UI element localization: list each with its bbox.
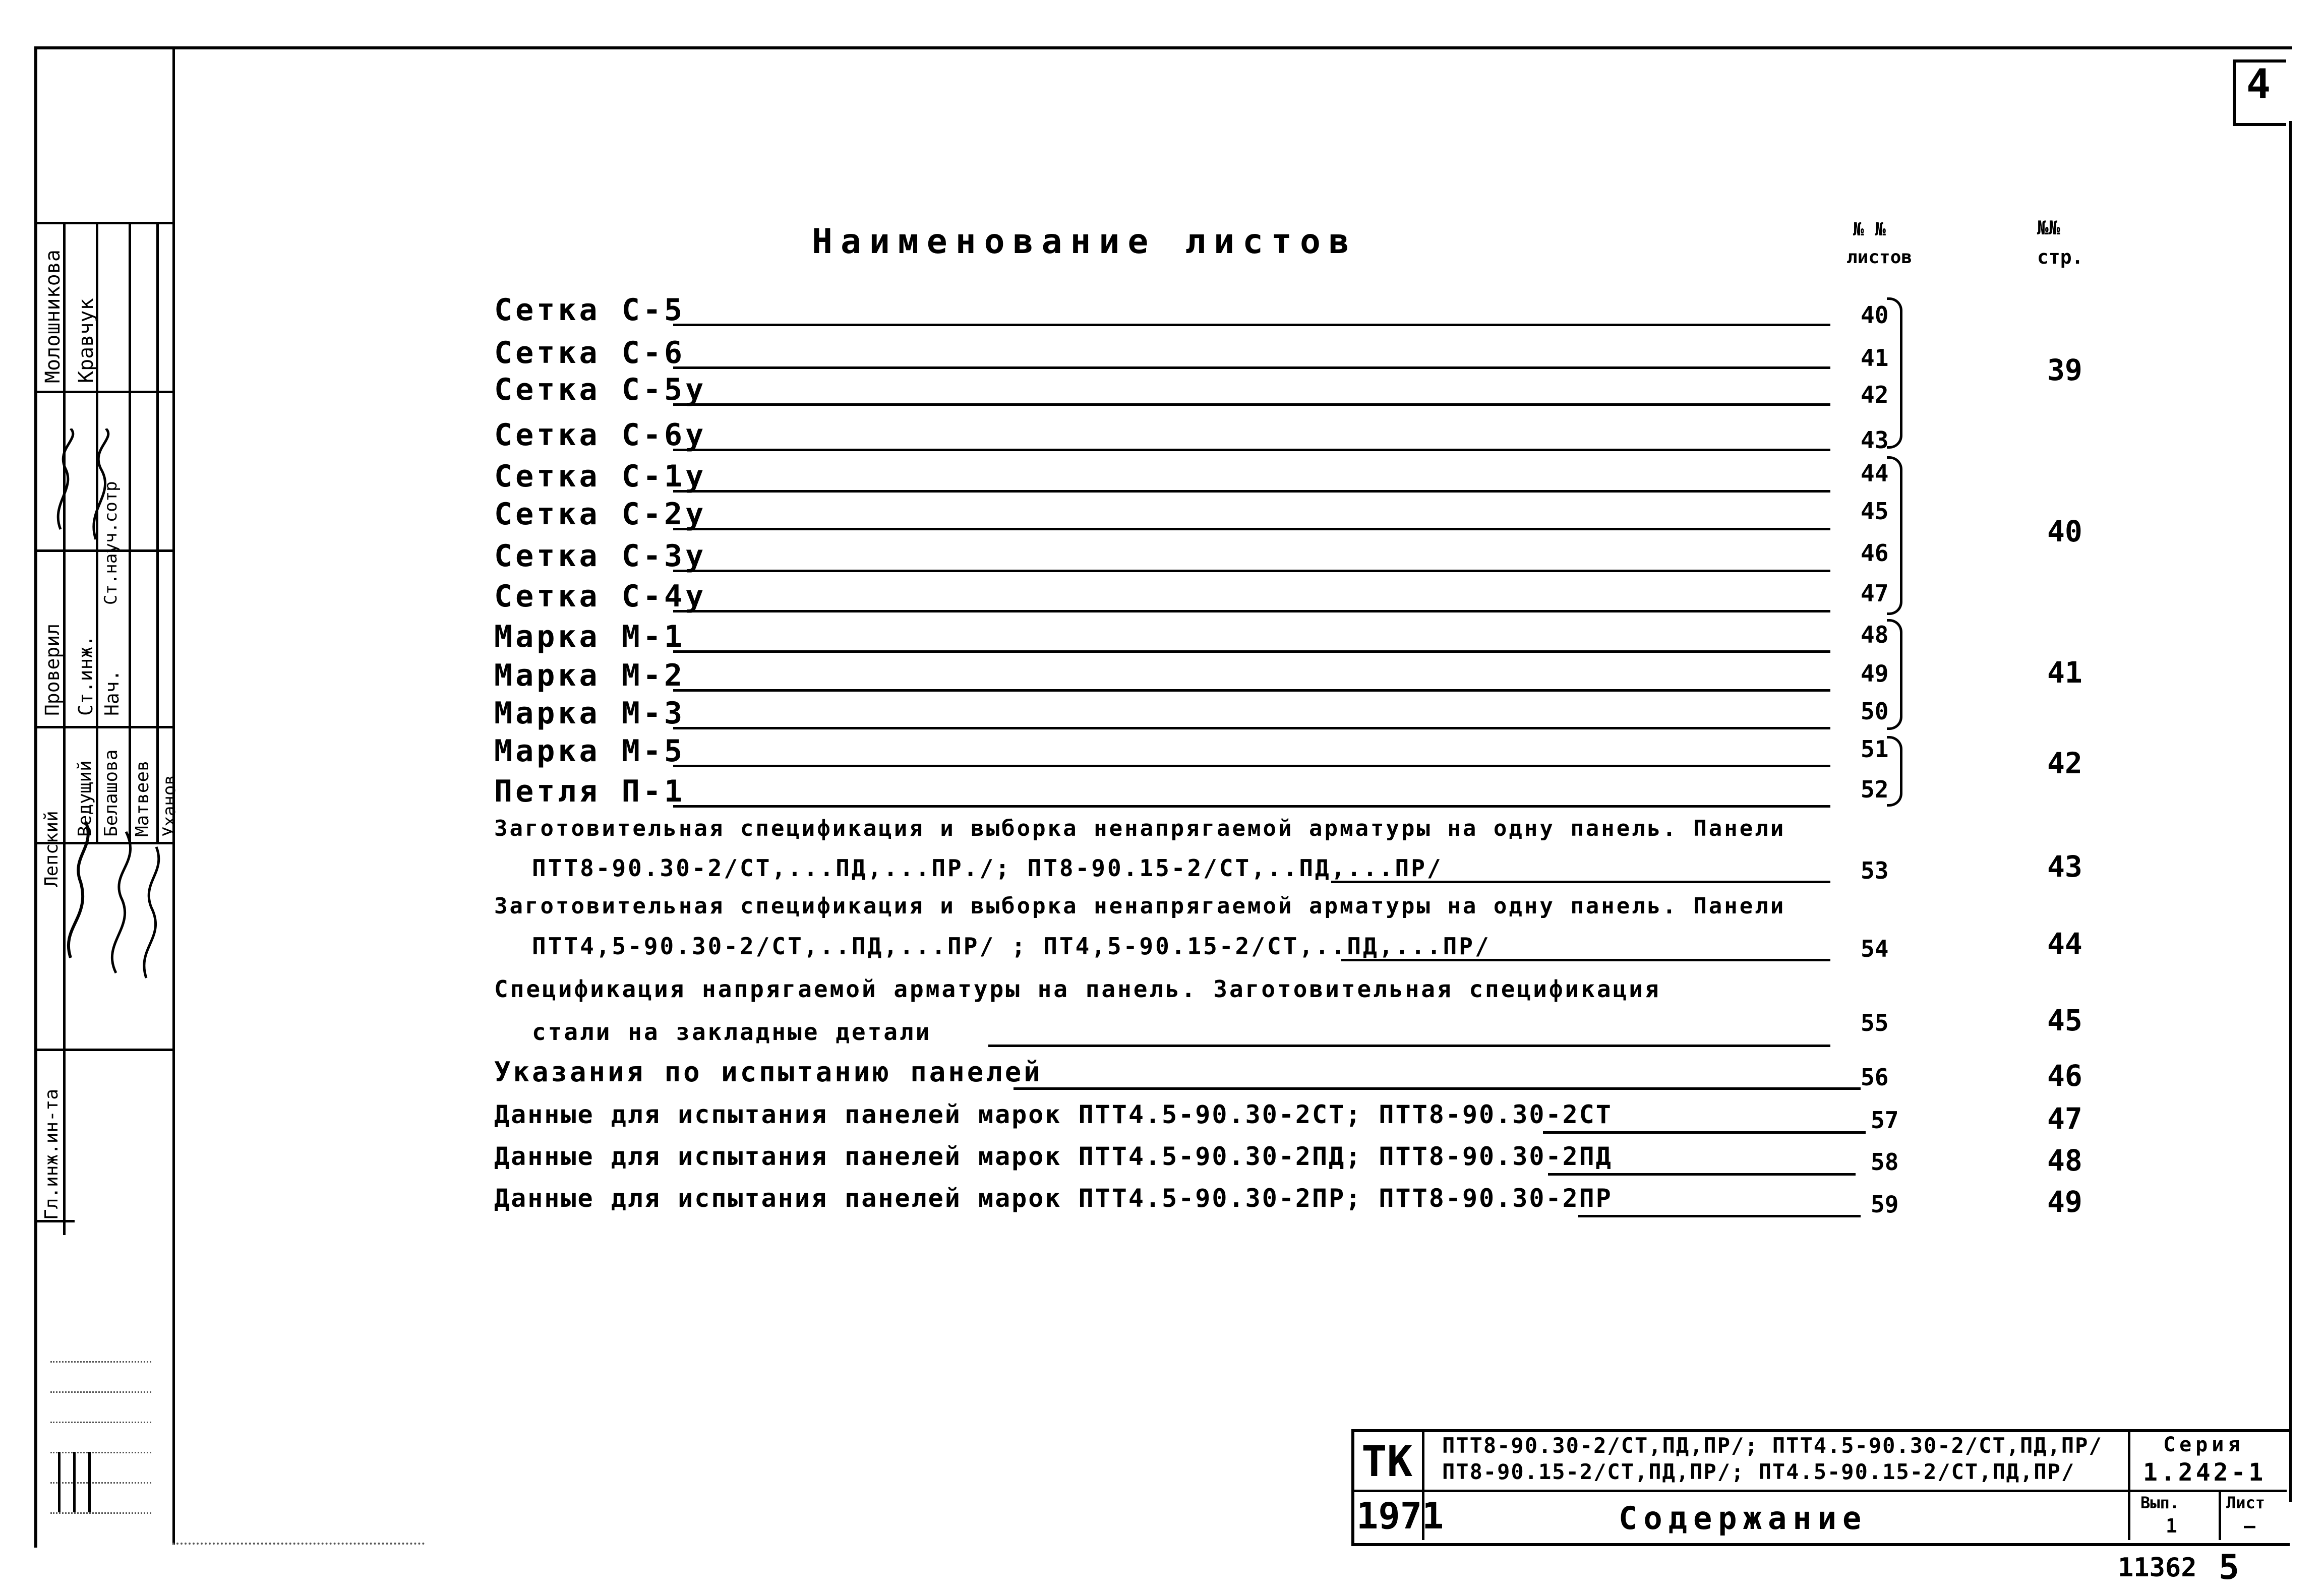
sheet-number: 59 <box>1871 1191 1899 1218</box>
list-item-continuation: стали на закладные детали <box>532 1018 932 1046</box>
issue-label: Вып. <box>2140 1493 2180 1512</box>
list-item-continuation: ПТТ4,5-90.30-2/СТ,..ПД,...ПР/ ; ПТ4,5-90.15-2/СТ,..ПД,...ПР/ <box>532 933 1491 960</box>
archive-number: 11362 <box>2118 1553 2197 1583</box>
sheet-number: 48 <box>1861 621 1889 648</box>
issue-value: 1 <box>2166 1515 2177 1537</box>
sheet-number: 47 <box>1861 580 1889 607</box>
list-item: Марка М-1 <box>494 619 686 654</box>
list-item: Заготовительная спецификация и выборка ненапрягаемой арматуры на одну панель. Панели <box>494 816 1786 841</box>
sheet-label: Лист <box>2226 1493 2266 1512</box>
document-title: Содержание <box>1619 1500 1868 1537</box>
page-number: 40 <box>2047 514 2082 548</box>
sheet-number: 40 <box>1861 301 1889 329</box>
list-item: Указания по испытанию панелей <box>494 1056 1043 1088</box>
list-item: Данные для испытания панелей марок ПТТ4.5-90.30-2ПД; ПТТ8-90.30-2ПД <box>494 1142 1613 1171</box>
col-pages-header-2: стр. <box>2037 246 2083 268</box>
col-pages-header-1: №№ <box>2037 217 2060 239</box>
sheet-number: 52 <box>1861 776 1889 803</box>
panel-marks-line-2: ПТ8-90.15-2/СТ,ПД,ПР/; ПТ4.5-90.15-2/СТ,ПД,ПР/ <box>1442 1459 2075 1484</box>
series-label: Серия <box>2163 1433 2244 1456</box>
list-item: Спецификация напрягаемой арматуры на панель. Заготовительная спецификация <box>494 975 1661 1003</box>
footer-page-number: 5 <box>2219 1548 2239 1587</box>
list-item: Марка М-3 <box>494 696 686 731</box>
group-brace <box>1887 297 1902 449</box>
list-item: Сетка С-5 <box>494 292 686 328</box>
list-item: Сетка С-5у <box>494 372 707 407</box>
page-number: 47 <box>2047 1101 2082 1136</box>
stamp-name-6: Белашова <box>101 749 122 837</box>
page-number: 44 <box>2047 927 2082 961</box>
sheet-number: 44 <box>1861 460 1889 487</box>
stamp-name-5: Ведущий <box>75 760 95 837</box>
sheet-number: 43 <box>1861 426 1889 454</box>
list-item: Марка М-2 <box>494 658 686 693</box>
sheet-number: 50 <box>1861 698 1889 725</box>
list-item: Сетка С-2у <box>494 497 707 532</box>
list-item: Заготовительная спецификация и выборка ненапрягаемой арматуры на одну панель. Панели <box>494 893 1786 919</box>
list-item: Сетка С-3у <box>494 538 707 574</box>
page-title: Наименование листов <box>812 222 1357 262</box>
stamp-name-2: Кравчук <box>75 298 98 383</box>
page-number: 42 <box>2047 746 2082 780</box>
group-brace <box>1887 456 1902 615</box>
corner-number: 4 <box>2246 60 2271 107</box>
list-item: Данные для испытания панелей марок ПТТ4.5-90.30-2СТ; ПТТ8-90.30-2СТ <box>494 1100 1613 1129</box>
frame-top-extension <box>34 46 2268 49</box>
list-item: Данные для испытания панелей марок ПТТ4.5-90.30-2ПР; ПТТ8-90.30-2ПР <box>494 1184 1613 1213</box>
panel-marks-line-1: ПТТ8-90.30-2/СТ,ПД,ПР/; ПТТ4.5-90.30-2/СТ,ПД,ПР/ <box>1442 1433 2103 1458</box>
sheet-number: 53 <box>1861 857 1889 884</box>
page-number: 45 <box>2047 1003 2082 1037</box>
list-item: Сетка С-6у <box>494 417 707 453</box>
drawing-frame <box>34 46 2292 1548</box>
sheet-number: 45 <box>1861 498 1889 525</box>
list-item: Петля П-1 <box>494 774 686 809</box>
series-value: 1.242-1 <box>2143 1458 2267 1487</box>
signatures <box>40 428 171 983</box>
col-sheets-header-1: № № <box>1853 219 1886 240</box>
stamp-name-3: Проверил <box>41 623 64 716</box>
group-brace <box>1887 619 1902 730</box>
list-item-continuation: ПТТ8-90.30-2/СТ,...ПД,...ПР./; ПТ8-90.15-2/СТ,..ПД,...ПР/ <box>532 854 1443 882</box>
page-number: 43 <box>2047 849 2082 884</box>
col-sheets-header-2: листов <box>1847 247 1913 268</box>
sheet-number: 54 <box>1861 935 1889 962</box>
sheet-number: 55 <box>1861 1009 1889 1036</box>
stamp-name-7: Матвеев <box>132 760 153 837</box>
page-number: 39 <box>2047 353 2082 387</box>
list-item: Сетка С-4у <box>494 579 707 614</box>
sheet-number: 49 <box>1861 660 1889 687</box>
list-item: Сетка С-6 <box>494 335 686 371</box>
page-number: 49 <box>2047 1185 2082 1219</box>
stamp-label-3: Ст.науч.сотр <box>101 481 121 605</box>
sheet-number: 58 <box>1871 1148 1899 1176</box>
sheet-number: 57 <box>1871 1107 1899 1134</box>
list-item: Сетка С-1у <box>494 459 707 494</box>
year: 1971 <box>1356 1495 1444 1537</box>
page-number: 48 <box>2047 1143 2082 1178</box>
sheet-number: 42 <box>1861 381 1889 408</box>
page-number: 46 <box>2047 1059 2082 1093</box>
stamp-label-4: Лепский <box>41 811 62 887</box>
page-number: 41 <box>2047 655 2082 690</box>
stamp-name-8: Уханов <box>159 775 180 837</box>
stamp-label-1: Гл.инж.ин-та <box>41 1088 62 1220</box>
stamp-name-4: Ст.инж. <box>75 635 97 716</box>
tk-code: ТК <box>1361 1437 1413 1486</box>
stamp-label-2: Нач. <box>101 669 123 716</box>
frame-right-edge <box>2289 121 2292 1502</box>
sheet-value: — <box>2244 1515 2255 1537</box>
sheet-number: 41 <box>1861 344 1889 372</box>
stamp-name-1: Молошникова <box>41 250 65 383</box>
sheet-number: 56 <box>1861 1064 1889 1091</box>
group-brace <box>1887 736 1902 807</box>
sheet-number: 51 <box>1861 735 1889 763</box>
sheet-number: 46 <box>1861 539 1889 567</box>
list-item: Марка М-5 <box>494 733 686 769</box>
